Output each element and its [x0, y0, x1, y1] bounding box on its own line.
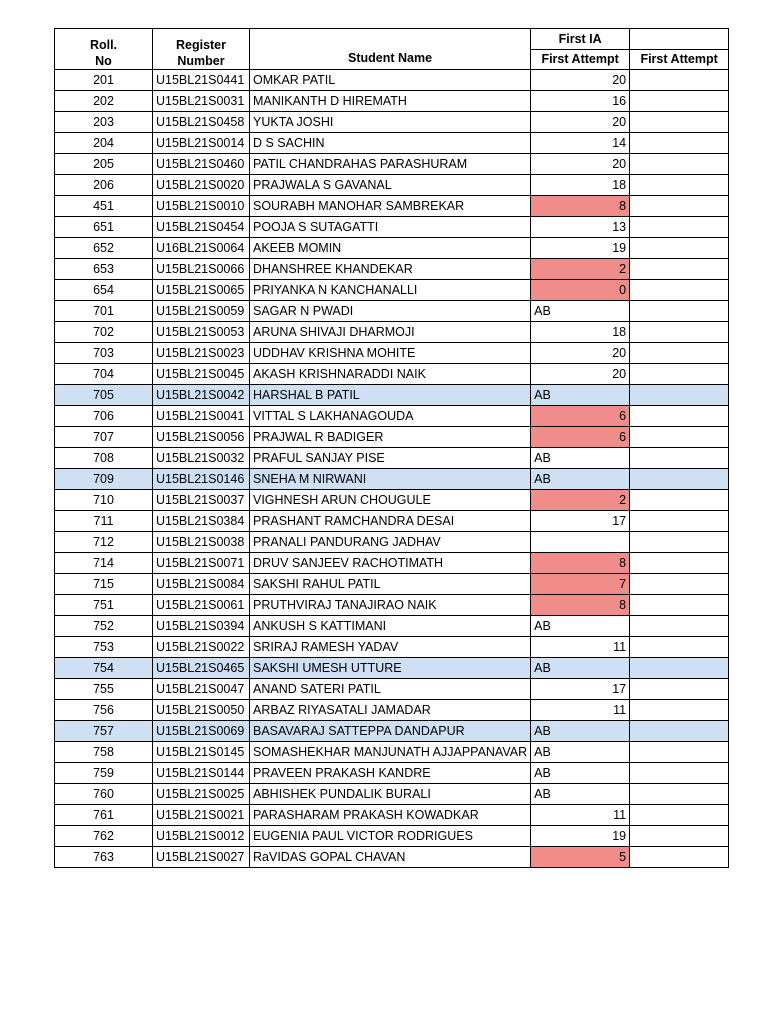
roll-cell: 701 — [55, 301, 153, 322]
second-attempt-cell — [630, 70, 729, 91]
register-number-cell: U15BL21S0032 — [153, 448, 250, 469]
register-number-cell: U15BL21S0061 — [153, 595, 250, 616]
first-attempt-score-cell: AB — [531, 616, 630, 637]
student-name-cell: RaVIDAS GOPAL CHAVAN — [250, 847, 531, 868]
register-number-cell: U15BL21S0023 — [153, 343, 250, 364]
register-number-cell: U15BL21S0020 — [153, 175, 250, 196]
first-attempt-score-cell: AB — [531, 742, 630, 763]
roll-cell: 206 — [55, 175, 153, 196]
second-attempt-cell — [630, 322, 729, 343]
student-name-cell: SAKSHI RAHUL PATIL — [250, 574, 531, 595]
first-attempt-score-cell: AB — [531, 385, 630, 406]
table-row — [55, 133, 729, 154]
register-number-cell: U15BL21S0047 — [153, 679, 250, 700]
student-name-cell: SAKSHI UMESH UTTURE — [250, 658, 531, 679]
second-attempt-cell — [630, 343, 729, 364]
table-row — [55, 259, 729, 280]
second-attempt-cell — [630, 553, 729, 574]
first-attempt-score-cell: 8 — [531, 196, 630, 217]
roll-cell: 763 — [55, 847, 153, 868]
student-name-cell: PARASHARAM PRAKASH KOWADKAR — [250, 805, 531, 826]
register-number-cell: U15BL21S0037 — [153, 490, 250, 511]
student-name-cell: PRANALI PANDURANG JADHAV — [250, 532, 531, 553]
register-number-cell: U15BL21S0084 — [153, 574, 250, 595]
student-name-cell: PRUTHVIRAJ TANAJIRAO NAIK — [250, 595, 531, 616]
student-name-cell: YUKTA JOSHI — [250, 112, 531, 133]
roll-cell: 711 — [55, 511, 153, 532]
roll-cell: 759 — [55, 763, 153, 784]
student-name-cell: D S SACHIN — [250, 133, 531, 154]
first-attempt-score-cell: 8 — [531, 553, 630, 574]
register-number-cell: U15BL21S0384 — [153, 511, 250, 532]
student-name-cell: PRAJWAL R BADIGER — [250, 427, 531, 448]
second-attempt-cell — [630, 700, 729, 721]
register-number-cell: U15BL21S0146 — [153, 469, 250, 490]
table-row — [55, 469, 729, 490]
second-attempt-cell — [630, 196, 729, 217]
first-attempt-score-cell: AB — [531, 784, 630, 805]
student-name-cell: ANKUSH S KATTIMANI — [250, 616, 531, 637]
roll-cell: 753 — [55, 637, 153, 658]
first-attempt-score-cell: 7 — [531, 574, 630, 595]
student-name-cell: ARBAZ RIYASATALI JAMADAR — [250, 700, 531, 721]
roll-cell: 652 — [55, 238, 153, 259]
second-attempt-cell — [630, 490, 729, 511]
roll-cell: 704 — [55, 364, 153, 385]
header-register-number: Register Number — [153, 29, 250, 70]
second-attempt-cell — [630, 406, 729, 427]
register-number-cell: U15BL21S0069 — [153, 721, 250, 742]
table-row — [55, 385, 729, 406]
register-number-cell: U15BL21S0050 — [153, 700, 250, 721]
second-attempt-cell — [630, 658, 729, 679]
table-row — [55, 679, 729, 700]
second-attempt-cell — [630, 154, 729, 175]
roll-cell: 714 — [55, 553, 153, 574]
second-attempt-cell — [630, 721, 729, 742]
second-attempt-cell — [630, 763, 729, 784]
register-number-cell: U15BL21S0145 — [153, 742, 250, 763]
register-number-cell: U15BL21S0042 — [153, 385, 250, 406]
second-attempt-cell — [630, 469, 729, 490]
roll-cell: 702 — [55, 322, 153, 343]
first-attempt-score-cell: AB — [531, 721, 630, 742]
first-attempt-score-cell: 20 — [531, 154, 630, 175]
roll-cell: 762 — [55, 826, 153, 847]
table-row — [55, 616, 729, 637]
register-number-cell: U15BL21S0038 — [153, 532, 250, 553]
header-roll-no: Roll. No — [55, 29, 153, 70]
second-attempt-cell — [630, 385, 729, 406]
second-attempt-cell — [630, 175, 729, 196]
first-attempt-score-cell: 20 — [531, 364, 630, 385]
table-row — [55, 343, 729, 364]
table-row — [55, 637, 729, 658]
first-attempt-score-cell: 18 — [531, 175, 630, 196]
first-attempt-score-cell: 20 — [531, 70, 630, 91]
student-name-cell: VIGHNESH ARUN CHOUGULE — [250, 490, 531, 511]
student-name-cell: ABHISHEK PUNDALIK BURALI — [250, 784, 531, 805]
table-row — [55, 658, 729, 679]
student-name-cell: OMKAR PATIL — [250, 70, 531, 91]
student-name-cell: SOMASHEKHAR MANJUNATH AJJAPPANAVAR — [250, 742, 531, 763]
marks-table — [54, 28, 729, 868]
table-row — [55, 490, 729, 511]
register-number-cell: U15BL21S0012 — [153, 826, 250, 847]
table-row — [55, 112, 729, 133]
second-attempt-cell — [630, 805, 729, 826]
first-attempt-score-cell: 0 — [531, 280, 630, 301]
register-number-cell: U15BL21S0031 — [153, 91, 250, 112]
student-name-cell: PRAVEEN PRAKASH KANDRE — [250, 763, 531, 784]
register-number-cell: U15BL21S0041 — [153, 406, 250, 427]
first-attempt-score-cell: 13 — [531, 217, 630, 238]
first-attempt-score-cell: AB — [531, 763, 630, 784]
register-number-cell: U15BL21S0460 — [153, 154, 250, 175]
roll-cell: 203 — [55, 112, 153, 133]
student-name-cell: PRAJWALA S GAVANAL — [250, 175, 531, 196]
first-attempt-score-cell: 19 — [531, 826, 630, 847]
table-row — [55, 427, 729, 448]
roll-cell: 705 — [55, 385, 153, 406]
first-attempt-score-cell: 16 — [531, 91, 630, 112]
register-number-cell: U15BL21S0056 — [153, 427, 250, 448]
student-name-cell: SAGAR N PWADI — [250, 301, 531, 322]
roll-cell: 204 — [55, 133, 153, 154]
table-row — [55, 574, 729, 595]
table-row — [55, 406, 729, 427]
register-number-cell: U15BL21S0014 — [153, 133, 250, 154]
first-attempt-score-cell: 6 — [531, 406, 630, 427]
roll-cell: 760 — [55, 784, 153, 805]
first-attempt-score-cell — [531, 532, 630, 553]
student-name-cell: VITTAL S LAKHANAGOUDA — [250, 406, 531, 427]
header-empty-cell — [630, 29, 729, 50]
register-number-cell: U15BL21S0458 — [153, 112, 250, 133]
table-row — [55, 763, 729, 784]
roll-cell: 205 — [55, 154, 153, 175]
student-name-cell: PRAFUL SANJAY PISE — [250, 448, 531, 469]
table-row — [55, 805, 729, 826]
first-attempt-score-cell: 14 — [531, 133, 630, 154]
table-row — [55, 826, 729, 847]
roll-cell: 202 — [55, 91, 153, 112]
first-attempt-score-cell: AB — [531, 658, 630, 679]
roll-cell: 761 — [55, 805, 153, 826]
table-row — [55, 364, 729, 385]
roll-cell: 751 — [55, 595, 153, 616]
roll-cell: 758 — [55, 742, 153, 763]
roll-cell: 712 — [55, 532, 153, 553]
table-row — [55, 196, 729, 217]
roll-cell: 201 — [55, 70, 153, 91]
roll-cell: 715 — [55, 574, 153, 595]
table-row — [55, 847, 729, 868]
table-row — [55, 553, 729, 574]
table-body — [55, 70, 729, 868]
first-attempt-score-cell: 20 — [531, 112, 630, 133]
second-attempt-cell — [630, 259, 729, 280]
register-number-cell: U15BL21S0059 — [153, 301, 250, 322]
student-name-cell: POOJA S SUTAGATTI — [250, 217, 531, 238]
second-attempt-cell — [630, 532, 729, 553]
roll-cell: 707 — [55, 427, 153, 448]
first-attempt-score-cell: 11 — [531, 637, 630, 658]
second-attempt-cell — [630, 784, 729, 805]
second-attempt-cell — [630, 112, 729, 133]
second-attempt-cell — [630, 301, 729, 322]
second-attempt-cell — [630, 616, 729, 637]
first-attempt-score-cell: 18 — [531, 322, 630, 343]
first-attempt-score-cell: 20 — [531, 343, 630, 364]
second-attempt-cell — [630, 364, 729, 385]
second-attempt-cell — [630, 847, 729, 868]
header-student-name: Student Name — [250, 29, 531, 70]
second-attempt-cell — [630, 133, 729, 154]
register-number-cell: U15BL21S0021 — [153, 805, 250, 826]
student-name-cell: MANIKANTH D HIREMATH — [250, 91, 531, 112]
table-row — [55, 238, 729, 259]
student-name-cell: ARUNA SHIVAJI DHARMOJI — [250, 322, 531, 343]
table-row — [55, 217, 729, 238]
student-name-cell: AKASH KRISHNARADDI NAIK — [250, 364, 531, 385]
first-attempt-score-cell: AB — [531, 469, 630, 490]
student-name-cell: PRIYANKA N KANCHANALLI — [250, 280, 531, 301]
second-attempt-cell — [630, 679, 729, 700]
student-name-cell: DRUV SANJEEV RACHOTIMATH — [250, 553, 531, 574]
roll-cell: 654 — [55, 280, 153, 301]
roll-cell: 703 — [55, 343, 153, 364]
first-attempt-score-cell: 11 — [531, 700, 630, 721]
first-attempt-score-cell: 11 — [531, 805, 630, 826]
first-attempt-score-cell: AB — [531, 301, 630, 322]
student-name-cell: HARSHAL B PATIL — [250, 385, 531, 406]
roll-cell: 755 — [55, 679, 153, 700]
second-attempt-cell — [630, 595, 729, 616]
table-row — [55, 70, 729, 91]
roll-cell: 710 — [55, 490, 153, 511]
first-attempt-score-cell: 8 — [531, 595, 630, 616]
register-number-cell: U15BL21S0454 — [153, 217, 250, 238]
roll-cell: 709 — [55, 469, 153, 490]
register-number-cell: U15BL21S0045 — [153, 364, 250, 385]
second-attempt-cell — [630, 217, 729, 238]
second-attempt-cell — [630, 427, 729, 448]
second-attempt-cell — [630, 826, 729, 847]
student-name-cell: SOURABH MANOHAR SAMBREKAR — [250, 196, 531, 217]
roll-cell: 754 — [55, 658, 153, 679]
table-row — [55, 700, 729, 721]
second-attempt-cell — [630, 637, 729, 658]
table-row — [55, 322, 729, 343]
roll-cell: 708 — [55, 448, 153, 469]
table-row — [55, 301, 729, 322]
roll-cell: 757 — [55, 721, 153, 742]
second-attempt-cell — [630, 574, 729, 595]
student-name-cell: BASAVARAJ SATTEPPA DANDAPUR — [250, 721, 531, 742]
register-number-cell: U15BL21S0010 — [153, 196, 250, 217]
first-attempt-score-cell: 19 — [531, 238, 630, 259]
second-attempt-cell — [630, 238, 729, 259]
student-name-cell: ANAND SATERI PATIL — [250, 679, 531, 700]
roll-cell: 653 — [55, 259, 153, 280]
student-name-cell: UDDHAV KRISHNA MOHITE — [250, 343, 531, 364]
first-attempt-score-cell: 17 — [531, 511, 630, 532]
roll-cell: 451 — [55, 196, 153, 217]
register-number-cell: U15BL21S0027 — [153, 847, 250, 868]
table-row — [55, 595, 729, 616]
table-row — [55, 91, 729, 112]
register-number-cell: U16BL21S0064 — [153, 238, 250, 259]
register-number-cell: U15BL21S0441 — [153, 70, 250, 91]
roll-cell: 752 — [55, 616, 153, 637]
first-attempt-score-cell: AB — [531, 448, 630, 469]
student-name-cell: DHANSHREE KHANDEKAR — [250, 259, 531, 280]
table-row — [55, 784, 729, 805]
second-attempt-cell — [630, 742, 729, 763]
header-first-ia: First IA — [531, 29, 630, 50]
register-number-cell: U15BL21S0144 — [153, 763, 250, 784]
table-row — [55, 154, 729, 175]
table-row — [55, 280, 729, 301]
second-attempt-cell — [630, 280, 729, 301]
student-name-cell: SRIRAJ RAMESH YADAV — [250, 637, 531, 658]
first-attempt-score-cell: 2 — [531, 490, 630, 511]
roll-cell: 756 — [55, 700, 153, 721]
second-attempt-cell — [630, 91, 729, 112]
table-header — [55, 29, 729, 70]
table-row — [55, 511, 729, 532]
register-number-cell: U15BL21S0065 — [153, 280, 250, 301]
register-number-cell: U15BL21S0071 — [153, 553, 250, 574]
table-row — [55, 448, 729, 469]
student-name-cell: PATIL CHANDRAHAS PARASHURAM — [250, 154, 531, 175]
header-first-attempt-2: First Attempt — [630, 49, 729, 70]
student-name-cell: EUGENIA PAUL VICTOR RODRIGUES — [250, 826, 531, 847]
table-row — [55, 532, 729, 553]
roll-cell: 706 — [55, 406, 153, 427]
register-number-cell: U15BL21S0465 — [153, 658, 250, 679]
first-attempt-score-cell: 2 — [531, 259, 630, 280]
table-row — [55, 175, 729, 196]
table-row — [55, 742, 729, 763]
register-number-cell: U15BL21S0066 — [153, 259, 250, 280]
register-number-cell: U15BL21S0394 — [153, 616, 250, 637]
header-first-attempt: First Attempt — [531, 49, 630, 70]
roll-cell: 651 — [55, 217, 153, 238]
first-attempt-score-cell: 17 — [531, 679, 630, 700]
first-attempt-score-cell: 6 — [531, 427, 630, 448]
register-number-cell: U15BL21S0025 — [153, 784, 250, 805]
student-name-cell: PRASHANT RAMCHANDRA DESAI — [250, 511, 531, 532]
second-attempt-cell — [630, 511, 729, 532]
table-row — [55, 721, 729, 742]
student-name-cell: SNEHA M NIRWANI — [250, 469, 531, 490]
first-attempt-score-cell: 5 — [531, 847, 630, 868]
student-name-cell: AKEEB MOMIN — [250, 238, 531, 259]
register-number-cell: U15BL21S0022 — [153, 637, 250, 658]
second-attempt-cell — [630, 448, 729, 469]
register-number-cell: U15BL21S0053 — [153, 322, 250, 343]
